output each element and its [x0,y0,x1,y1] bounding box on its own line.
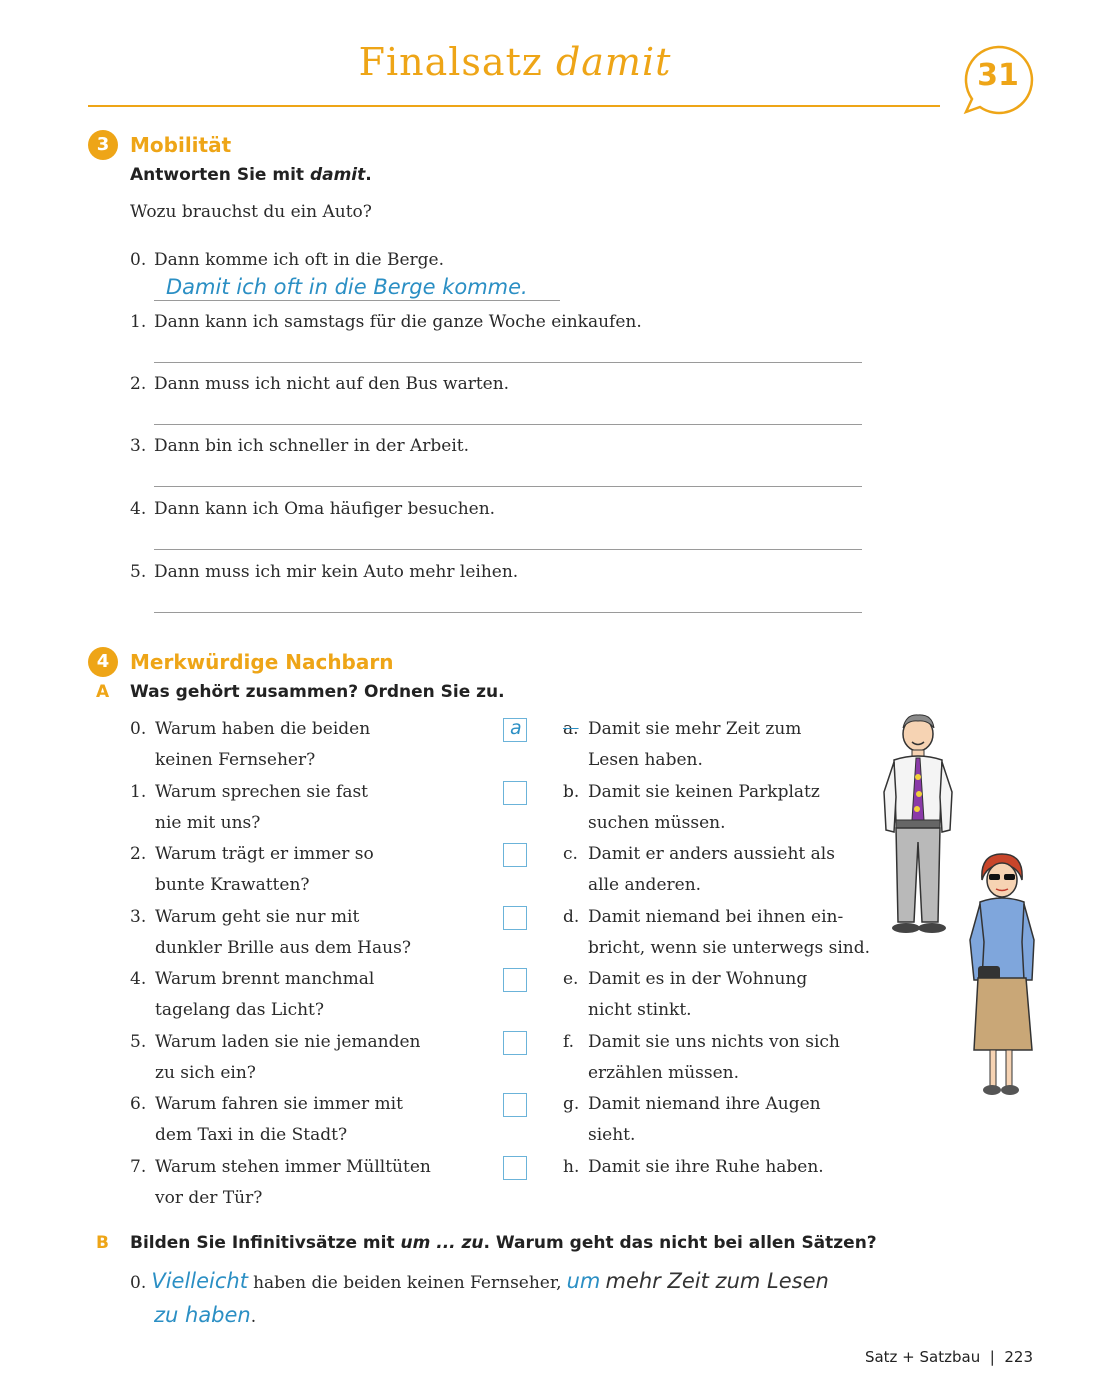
chapter-number: 31 [977,58,1019,93]
item-number: 1. [130,312,147,332]
answer-text: Lesen haben. [588,750,703,770]
answer-line[interactable] [154,362,862,363]
answer-box[interactable] [503,843,527,867]
question-text: dunkler Brille aus dem Haus? [155,938,411,958]
answer-letter: h. [563,1157,580,1177]
handwritten-answer: Vielleicht [151,1269,248,1293]
answer-text: nicht stinkt. [588,1000,692,1020]
handwritten-answer: um [566,1269,601,1293]
handwritten-answer: a [510,717,522,739]
item-text: Dann kann ich Oma häufiger besuchen. [154,499,496,519]
answer-line[interactable] [154,549,862,550]
title-main: Finalsatz [358,40,543,84]
question-number: 3. [130,907,147,927]
answer-text: alle anderen. [588,875,702,895]
question-text: Warum geht sie nur mit [155,907,360,927]
item-text: Dann komme ich oft in die Berge. [154,250,444,270]
answer-letter: b. [563,782,580,802]
man-illustration [876,712,966,944]
answer-line[interactable] [154,300,560,301]
answer-text: suchen müssen. [588,813,726,833]
answer-text: Damit niemand bei ihnen ein- [588,907,844,927]
question-text: Warum laden sie nie jemanden [155,1032,421,1052]
question-number: 4. [130,969,147,989]
question-text: zu sich ein? [155,1063,256,1083]
answer-box[interactable] [503,1031,527,1055]
answer-box[interactable] [503,781,527,805]
item-number: 5. [130,562,147,582]
item-number: 3. [130,436,147,456]
answer-text: bricht, wenn sie unterwegs sind. [588,938,871,958]
answer-box[interactable] [503,968,527,992]
header-rule [88,105,940,107]
answer-text: Damit sie uns nichts von sich [588,1032,840,1052]
part-a-letter: A [96,682,110,702]
answer-line[interactable] [154,486,862,487]
section-4-title: Merkwürdige Nachbarn [130,650,394,674]
part-b-instruction: Bilden Sie Infinitivsätze mit um ... zu. Warum geht das nicht bei allen Sätzen? [130,1233,877,1253]
part-a-instruction: Was gehört zusammen? Ordnen Sie zu. [130,682,505,702]
item-number: 2. [130,374,147,394]
item-number: 0. [130,250,147,270]
answer-line[interactable] [154,424,862,425]
question-number: 6. [130,1094,147,1114]
item-text: Dann bin ich schneller in der Arbeit. [154,436,469,456]
question-number: 0. [130,719,147,739]
answer-box[interactable] [503,1156,527,1180]
question-text: vor der Tür? [155,1188,263,1208]
answer-text: Damit er anders aussieht als [588,844,835,864]
answer-text: Damit sie ihre Ruhe haben. [588,1157,824,1177]
answer-text: Damit es in der Wohnung [588,969,808,989]
question-text: nie mit uns? [155,813,261,833]
answer-letter: a. [563,719,579,739]
woman-illustration [962,850,1042,1102]
answer-letter: f. [563,1032,575,1052]
answer-text: erzählen müssen. [588,1063,740,1083]
answer-box[interactable] [503,1093,527,1117]
answer-letter: d. [563,907,580,927]
answer-text: sieht. [588,1125,636,1145]
question-text: Warum stehen immer Mülltüten [155,1157,431,1177]
section-3-title: Mobilität [130,133,232,157]
section-4-number: 4 [88,647,118,677]
answer-line[interactable] [154,612,862,613]
answer-text: Damit niemand ihre Augen [588,1094,821,1114]
footer-section: Satz + Satzbau [864,1348,981,1366]
question-text: keinen Fernseher? [155,750,316,770]
answer-letter: c. [563,844,578,864]
section-3-number: 3 [88,130,118,160]
item-text: Dann kann ich samstags für die ganze Woche einkaufen. [154,312,642,332]
question-number: 2. [130,844,147,864]
title-italic: damit [555,40,672,84]
answer-text: Damit sie mehr Zeit zum [588,719,802,739]
answer-letter: e. [563,969,579,989]
question-text: bunte Krawatten? [155,875,310,895]
item-number: 4. [130,499,147,519]
answer-box[interactable] [503,718,527,742]
question-text: dem Taxi in die Stadt? [155,1125,348,1145]
chapter-badge [962,44,1030,112]
question-text: tagelang das Licht? [155,1000,325,1020]
answer-text: Damit sie keinen Parkplatz [588,782,820,802]
footer: Satz + Satzbau | 223 [864,1348,1033,1366]
question-number: 5. [130,1032,147,1052]
part-b-letter: B [96,1233,109,1253]
handwritten-answer: Damit ich oft in die Berge komme. [166,275,528,299]
item-text: Dann muss ich nicht auf den Bus warten. [154,374,510,394]
handwritten-text: mehr Zeit zum Lesen [605,1269,829,1293]
page-number: 223 [1004,1348,1033,1366]
question-number: 7. [130,1157,147,1177]
question-text: Warum brennt manchmal [155,969,375,989]
part-b-example-cont: zu haben. [154,1303,257,1327]
section-3-instruction: Antworten Sie mit damit. [130,165,372,185]
question-text: Warum haben die beiden [155,719,371,739]
handwritten-answer: zu haben [154,1303,251,1327]
section-3-question: Wozu brauchst du ein Auto? [130,202,372,222]
part-b-example: 0. Vielleicht haben die beiden keinen Fernseher, um mehr Zeit zum Lesen [130,1269,829,1293]
question-number: 1. [130,782,147,802]
question-text: Warum trägt er immer so [155,844,374,864]
page-title [0,40,1030,84]
question-text: Warum sprechen sie fast [155,782,369,802]
answer-letter: g. [563,1094,580,1114]
item-text: Dann muss ich mir kein Auto mehr leihen. [154,562,519,582]
question-text: Warum fahren sie immer mit [155,1094,403,1114]
answer-box[interactable] [503,906,527,930]
